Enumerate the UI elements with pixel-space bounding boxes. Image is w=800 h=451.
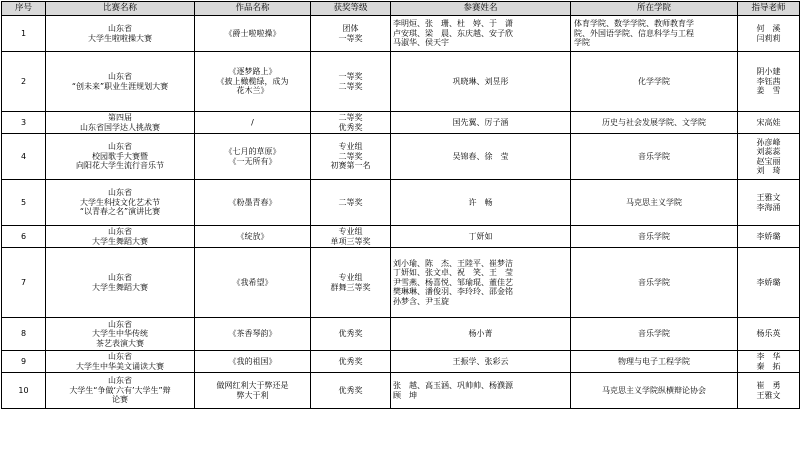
- cell-line: 国先翼、厉子涵: [452, 117, 509, 127]
- cell-work: [195, 180, 311, 226]
- cell-line: 李娇璐: [756, 277, 781, 287]
- cell-index: 8: [2, 318, 46, 351]
- cell-college: [571, 134, 738, 180]
- cell-line: 二等奖: [338, 197, 363, 207]
- cell-teachers: [738, 351, 800, 373]
- cell-line: 一等奖: [338, 72, 363, 81]
- cell-line: 《一无所有》: [228, 156, 277, 166]
- cell-line: 体育学院、数学学院、教师教育学: [574, 19, 694, 29]
- cell-line: 音乐学院: [638, 277, 670, 287]
- cell-participants: [391, 134, 571, 180]
- table-row: [2, 52, 800, 112]
- cell-line: “以青春之名”演讲比赛: [79, 207, 161, 217]
- cell-award: [311, 226, 391, 248]
- cell-participants: [391, 373, 571, 409]
- cell-index: 10: [2, 373, 46, 409]
- cell-line: 大学生舞蹈大赛: [92, 236, 148, 246]
- cell-participants: [391, 52, 571, 112]
- cell-line: 刘 琦: [756, 166, 781, 175]
- cell-line: 山东省: [108, 72, 132, 81]
- cell-award: [311, 112, 391, 134]
- cell-line: 《爵士啦啦操》: [224, 28, 281, 38]
- cell-line: 李明烜、张 珊、杜 婷、于 潇: [393, 19, 513, 29]
- cell-award: [311, 52, 391, 112]
- cell-award: [311, 373, 391, 409]
- cell-line: 做网红利大于弊还是: [216, 381, 289, 390]
- header-award: 获奖等级: [311, 2, 391, 16]
- cell-line: 优秀奖: [338, 122, 363, 132]
- cell-line: 山东省: [108, 319, 132, 329]
- cell-index: 7: [2, 248, 46, 318]
- cell-line: 校园歌手大赛暨: [92, 151, 148, 161]
- cell-line: 孙梦含、尹玉旋: [393, 296, 449, 306]
- cell-award: [311, 16, 391, 52]
- cell-line: 群舞三等奖: [330, 282, 371, 292]
- table-row: [2, 226, 800, 248]
- cell-competition: [46, 180, 195, 226]
- cell-line: 《我的祖国》: [228, 356, 277, 366]
- cell-line: 单项三等奖: [330, 236, 371, 246]
- cell-college: [571, 318, 738, 351]
- cell-line: 专业组: [338, 142, 363, 152]
- cell-competition: [46, 16, 195, 52]
- cell-line: 王雅文: [756, 390, 781, 400]
- cell-line: 优秀奖: [338, 329, 363, 339]
- header-row: [2, 2, 800, 16]
- cell-line: 李 华: [756, 352, 781, 361]
- cell-participants: [391, 226, 571, 248]
- cell-index: 9: [2, 351, 46, 373]
- cell-participants: [391, 248, 571, 318]
- header-competition: 比赛名称: [46, 2, 195, 16]
- cell-line: 秦 拓: [756, 361, 781, 371]
- cell-index: 1: [2, 16, 46, 52]
- cell-line: 孙彦峰: [756, 137, 781, 147]
- cell-line: 李海涌: [756, 202, 781, 212]
- cell-line: 大学生舞蹈大赛: [92, 282, 148, 292]
- cell-work: [195, 373, 311, 409]
- cell-competition: [46, 248, 195, 318]
- cell-line: 王雅文: [756, 193, 781, 202]
- cell-work: [195, 351, 311, 373]
- cell-line: 大学生科技文化艺术节: [80, 197, 160, 207]
- cell-line: 大学生啦啦操大赛: [88, 33, 152, 43]
- cell-line: 音乐学院: [638, 151, 670, 161]
- cell-award: [311, 248, 391, 318]
- cell-index: 6: [2, 226, 46, 248]
- cell-line: 花木兰》: [236, 86, 269, 96]
- header-teachers: 指导老师: [738, 2, 800, 16]
- cell-teachers: [738, 226, 800, 248]
- cell-work: [195, 318, 311, 351]
- cell-participants: [391, 351, 571, 373]
- cell-line: 山东省: [108, 352, 132, 361]
- cell-participants: [391, 16, 571, 52]
- cell-line: 丁妍如、张文卓、祝 笑、王 莹: [393, 268, 513, 278]
- cell-line: 音乐学院: [638, 329, 670, 339]
- cell-award: [311, 351, 391, 373]
- cell-teachers: [738, 112, 800, 134]
- table-row: [2, 16, 800, 52]
- cell-competition: [46, 112, 195, 134]
- cell-line: 茶艺表演大赛: [96, 338, 144, 348]
- cell-line: 王振学、张彩云: [452, 356, 509, 366]
- cell-line: 《我希望》: [232, 277, 273, 287]
- cell-work: [195, 52, 311, 112]
- cell-work: [195, 248, 311, 318]
- cell-line: 专业组: [338, 227, 363, 236]
- cell-line: 杨乐英: [756, 329, 781, 339]
- cell-teachers: [738, 134, 800, 180]
- cell-line: /: [251, 117, 254, 127]
- cell-college: [571, 52, 738, 112]
- cell-line: 山东省: [108, 273, 132, 282]
- table-row: [2, 373, 800, 409]
- cell-line: 山东省: [108, 376, 132, 386]
- cell-line: 樊琳琳、潘俊羽、李玲玲、邵金铭: [393, 287, 513, 297]
- cell-line: 一等奖: [338, 33, 363, 43]
- header-participants: 参赛姓名: [391, 2, 571, 16]
- cell-line: 杨小菁: [468, 329, 493, 339]
- header-index: 序号: [2, 2, 46, 16]
- cell-competition: [46, 52, 195, 112]
- cell-line: 赵宝丽: [756, 156, 781, 166]
- cell-competition: [46, 318, 195, 351]
- cell-line: 二等奖: [338, 81, 363, 91]
- cell-line: 闫莉莉: [756, 33, 781, 43]
- cell-line: 李钰茜: [756, 76, 781, 86]
- cell-college: [571, 373, 738, 409]
- table-row: [2, 318, 800, 351]
- cell-college: [571, 16, 738, 52]
- cell-line: 张 越、高玉涵、巩帅帅、杨濮源: [393, 381, 513, 390]
- cell-line: 大学生“争做‘六有’大学生”辩: [69, 385, 171, 395]
- cell-line: 第四届: [108, 113, 132, 122]
- cell-line: 山东省: [108, 24, 132, 33]
- header-college: 所在学院: [571, 2, 738, 16]
- cell-line: 团体: [342, 24, 359, 33]
- cell-award: [311, 180, 391, 226]
- cell-competition: [46, 134, 195, 180]
- cell-line: 优秀奖: [338, 356, 363, 366]
- cell-work: [195, 226, 311, 248]
- cell-index: 2: [2, 52, 46, 112]
- table-row: [2, 112, 800, 134]
- cell-line: 院、外国语学院、信息科学与工程: [574, 28, 694, 38]
- cell-line: 《绽放》: [236, 231, 269, 241]
- cell-line: 刘蕊蕊: [756, 147, 781, 156]
- cell-work: [195, 134, 311, 180]
- cell-line: 向阳花大学生流行音乐节: [76, 161, 164, 171]
- cell-line: 崔 勇: [756, 381, 781, 390]
- cell-teachers: [738, 52, 800, 112]
- cell-line: 许 畅: [468, 197, 493, 207]
- cell-line: 马克思主义学院: [626, 197, 682, 207]
- cell-work: [195, 16, 311, 52]
- cell-college: [571, 248, 738, 318]
- cell-competition: [46, 226, 195, 248]
- table-row: [2, 351, 800, 373]
- cell-line: 物理与电子工程学院: [618, 356, 690, 366]
- cell-line: 阴小建: [756, 67, 781, 77]
- cell-line: 《茶香琴韵》: [228, 329, 277, 339]
- cell-index: 4: [2, 134, 46, 180]
- cell-line: 山东省国学达人挑战赛: [80, 122, 160, 132]
- cell-college: [571, 180, 738, 226]
- cell-line: 化学学院: [638, 76, 670, 86]
- cell-competition: [46, 373, 195, 409]
- cell-teachers: [738, 248, 800, 318]
- cell-line: 山东省: [108, 188, 132, 198]
- cell-competition: [46, 351, 195, 373]
- cell-award: [311, 318, 391, 351]
- cell-award: [311, 134, 391, 180]
- cell-work: [195, 112, 311, 134]
- cell-line: 音乐学院: [638, 231, 670, 241]
- cell-line: 马淑华、侯天宇: [393, 38, 449, 48]
- cell-line: 李娇璐: [756, 231, 781, 241]
- cell-index: 5: [2, 180, 46, 226]
- cell-college: [571, 112, 738, 134]
- cell-line: 何 溪: [756, 24, 781, 33]
- cell-participants: [391, 112, 571, 134]
- cell-line: 《逐梦路上》: [228, 67, 277, 77]
- cell-line: “创未来”职业生涯规划大赛: [71, 81, 169, 91]
- cell-line: 专业组: [338, 273, 363, 282]
- cell-teachers: [738, 373, 800, 409]
- table-row: [2, 180, 800, 226]
- cell-line: 顾 坤: [393, 390, 417, 400]
- cell-participants: [391, 318, 571, 351]
- cell-line: 山东省: [108, 227, 132, 236]
- cell-college: [571, 226, 738, 248]
- cell-line: 卢安琪、梁 晨、东庆越、安子欣: [393, 28, 513, 38]
- cell-line: 刘小瑜、陈 杰、王陸平、崔梦洁: [393, 258, 513, 268]
- cell-line: 《七月的草原》: [224, 147, 281, 156]
- cell-line: 大学生中华美文诵读大赛: [76, 361, 164, 371]
- cell-line: 初赛第一名: [330, 161, 371, 171]
- cell-line: 巩晓琳、刘昱彤: [452, 76, 509, 86]
- cell-line: 尹雪燕、杨喜悦、邹瑜琨、董佳艺: [393, 277, 513, 287]
- table-row: [2, 248, 800, 318]
- cell-line: 历史与社会发展学院、文学院: [602, 117, 706, 127]
- cell-line: 山东省: [108, 142, 132, 152]
- cell-line: 马克思主义学院纵横辩论协会: [602, 385, 706, 395]
- cell-line: 宋高娃: [756, 117, 781, 127]
- cell-line: 大学生中华传统: [92, 329, 148, 339]
- cell-teachers: [738, 180, 800, 226]
- cell-participants: [391, 180, 571, 226]
- cell-line: 二等奖: [338, 113, 363, 122]
- cell-line: 优秀奖: [338, 385, 363, 395]
- cell-teachers: [738, 318, 800, 351]
- cell-line: 丁妍如: [468, 231, 493, 241]
- cell-teachers: [738, 16, 800, 52]
- cell-line: 论赛: [112, 395, 128, 405]
- awards-table: [1, 1, 800, 409]
- cell-line: 吴锦春、徐 莹: [452, 151, 509, 161]
- cell-line: 弊大于利: [236, 390, 269, 400]
- cell-line: 《粉墨青春》: [228, 197, 277, 207]
- table-row: [2, 134, 800, 180]
- table-body: [2, 16, 800, 409]
- cell-line: 姜 雪: [756, 86, 781, 96]
- cell-index: 3: [2, 112, 46, 134]
- header-work: 作品名称: [195, 2, 311, 16]
- cell-college: [571, 351, 738, 373]
- cell-line: 《披上橄榄绿，成为: [216, 76, 289, 86]
- cell-line: 二等奖: [338, 151, 363, 161]
- cell-line: 学院: [574, 38, 590, 48]
